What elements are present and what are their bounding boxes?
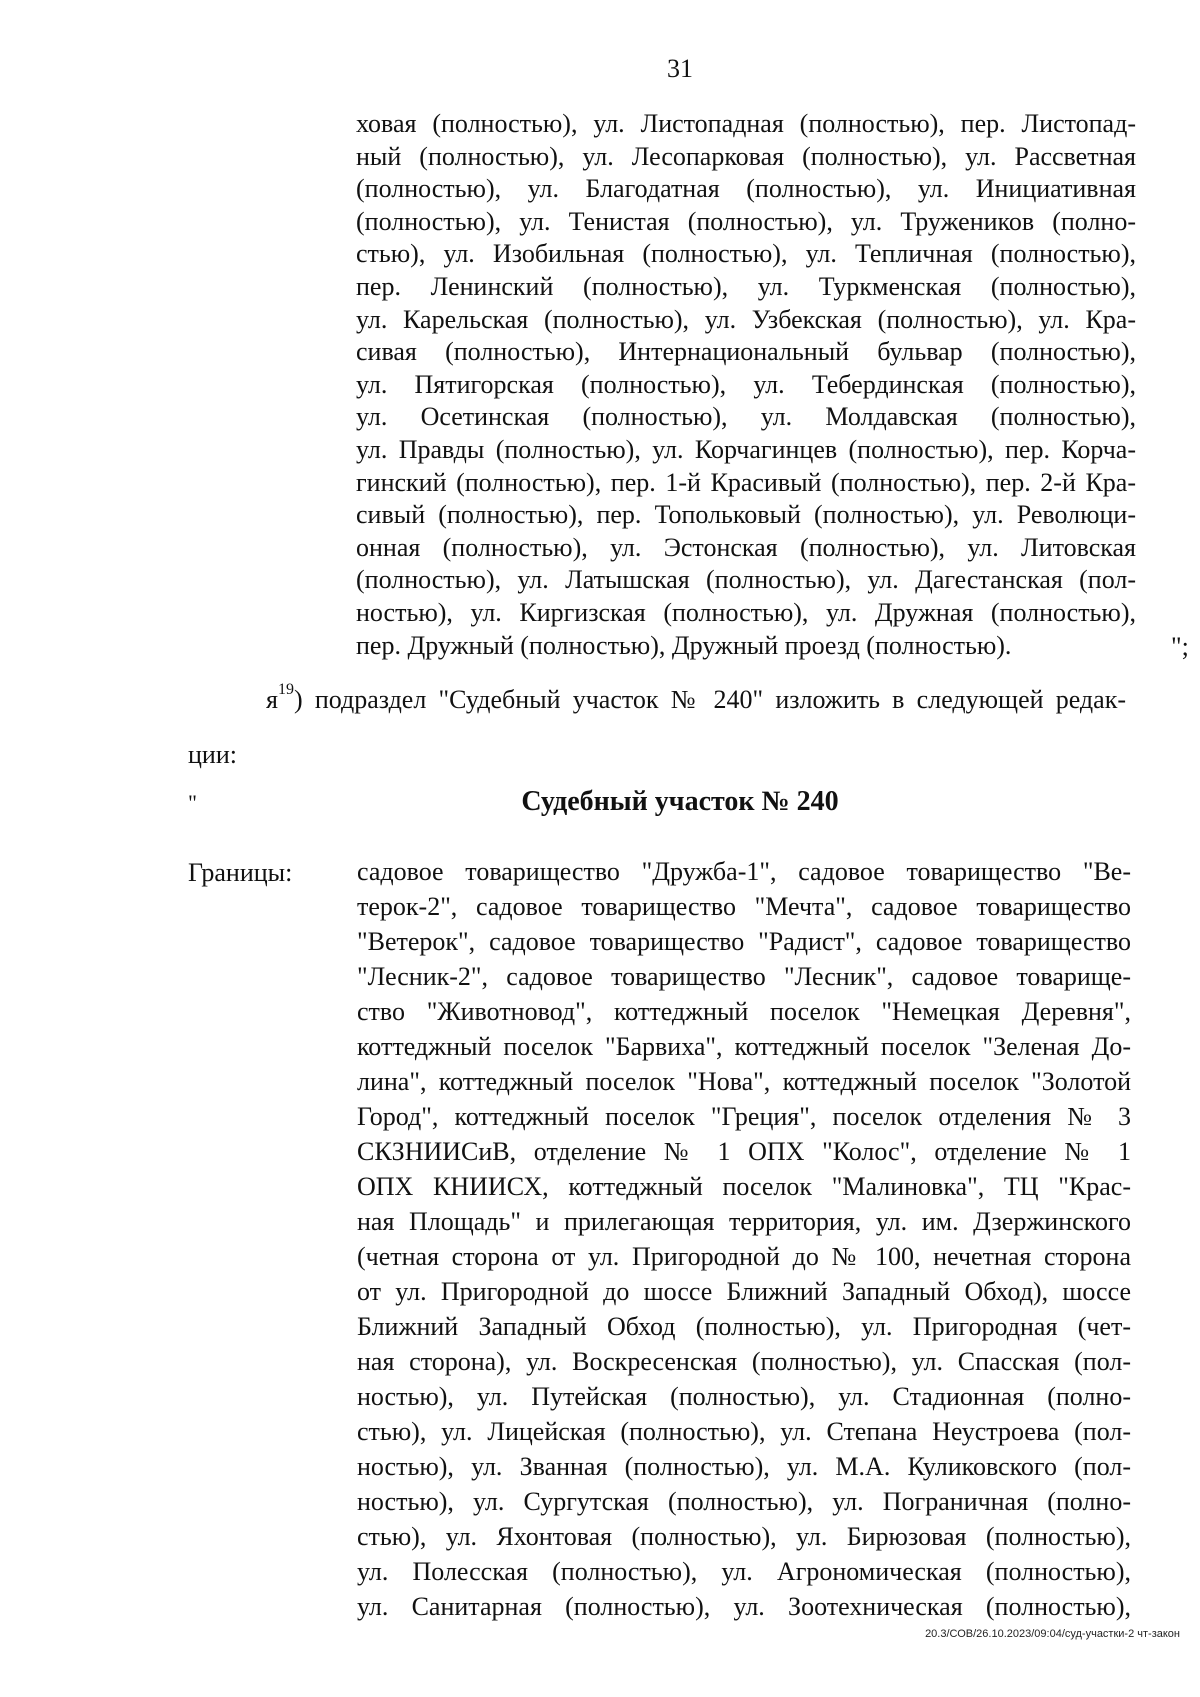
- closing-quote-mark: ";: [1171, 632, 1189, 661]
- text-line: ул. Санитарная (полностью), ул. Зоотехническая (полностью),: [357, 1592, 1131, 1621]
- bounds-paragraph: [357, 854, 1131, 1624]
- text-line: стью), ул. Лицейская (полностью), ул. Степана Неустроева (пол-: [357, 1417, 1131, 1446]
- text-line: ный (полностью), ул. Лесопарковая (полностью), ул. Рассветная: [356, 141, 1136, 171]
- document-footer-code: 20.3/СОВ/26.10.2023/09:04/суд-участки-2 чт-закон: [925, 1628, 1180, 1640]
- text-line: ул. Карельская (полностью), ул. Узбекская (полностью), ул. Кра-: [356, 304, 1136, 334]
- text-line: (полностью), ул. Тенистая (полностью), ул. Тружеников (полно-: [356, 206, 1136, 236]
- text-line: онная (полностью), ул. Эстонская (полностью), ул. Литовская: [356, 532, 1136, 562]
- text-line: ная Площадь" и прилегающая территория, ул. им. Дзержинского: [357, 1207, 1131, 1236]
- text-line: Город", коттеджный поселок "Греция", поселок отделения № 3: [357, 1102, 1131, 1131]
- text-line: "Лесник-2", садовое товарищество "Лесник", садовое товарище-: [357, 962, 1131, 991]
- text-line: ул. Полесская (полностью), ул. Агрономическая (полностью),: [357, 1557, 1131, 1586]
- text-line: (полностью), ул. Благодатная (полностью), ул. Инициативная: [356, 174, 1136, 204]
- text-line: садовое товарищество "Дружба-1", садовое товарищество "Ве-: [357, 857, 1131, 886]
- text-line: пер. Дружный (полностью), Дружный проезд (полностью).: [356, 630, 1012, 660]
- text-line: ство "Животновод", коттеджный поселок "Немецкая Деревня",: [357, 997, 1131, 1026]
- text-line: ностью), ул. Киргизская (полностью), ул. Дружная (полностью),: [356, 597, 1136, 627]
- text-line: ностью), ул. Путейская (полностью), ул. Стадионная (полно-: [357, 1382, 1131, 1411]
- text-line: ностью), ул. Званная (полностью), ул. М.А. Куликовского (пол-: [357, 1452, 1131, 1481]
- text-line: лина", коттеджный поселок "Нова", коттеджный поселок "Золотой: [357, 1067, 1131, 1096]
- section-title: Судебный участок № 240: [521, 786, 839, 817]
- text-line: ул. Пятигорская (полностью), ул. Тебердинская (полностью),: [356, 369, 1136, 399]
- text-line: ховая (полностью), ул. Листопадная (полностью), пер. Листопад-: [356, 109, 1136, 138]
- text-line: гинский (полностью), пер. 1-й Красивый (полностью), пер. 2-й Кра-: [356, 467, 1136, 497]
- amendment-text: ) подраздел "Судебный участок № 240" изложить в следующей редак-: [293, 685, 1126, 714]
- text-line: (четная сторона от ул. Пригородной до № 100, нечетная сторона: [357, 1242, 1131, 1271]
- page-number: 31: [667, 54, 693, 83]
- text-line: стью), ул. Изобильная (полностью), ул. Тепличная (полностью),: [356, 239, 1136, 269]
- continuation-paragraph: [356, 108, 1136, 662]
- text-line: пер. Ленинский (полностью), ул. Туркменская (полностью),: [356, 271, 1136, 301]
- text-line: Ближний Западный Обход (полностью), ул. Пригородная (чет-: [357, 1312, 1131, 1341]
- amendment-item-letter: я: [266, 685, 278, 714]
- opening-quote-mark: ": [188, 790, 197, 815]
- text-line: ностью), ул. Сургутская (полностью), ул. Пограничная (полно-: [357, 1487, 1131, 1516]
- text-line: сивый (полностью), пер. Топольковый (полностью), ул. Революци-: [356, 500, 1136, 530]
- text-line: терок-2", садовое товарищество "Мечта", садовое товарищество: [357, 892, 1131, 921]
- bounds-label: Границы:: [188, 858, 293, 887]
- text-line: от ул. Пригородной до шоссе Ближний Западный Обход), шоссе: [357, 1277, 1131, 1306]
- text-line: "Ветерок", садовое товарищество "Радист", садовое товарищество: [357, 927, 1131, 956]
- text-line: ная сторона), ул. Воскресенская (полностью), ул. Спасская (пол-: [357, 1347, 1131, 1376]
- footnote-marker: 19: [277, 681, 294, 698]
- text-line: стью), ул. Яхонтовая (полностью), ул. Бирюзовая (полностью),: [357, 1522, 1131, 1551]
- amendment-item: [266, 681, 1126, 715]
- text-line: сивая (полностью), Интернациональный бульвар (полностью),: [356, 337, 1136, 367]
- amendment-continuation: ции:: [188, 740, 237, 769]
- text-line: коттеджный поселок "Барвиха", коттеджный поселок "Зеленая До-: [357, 1032, 1131, 1061]
- text-line: СКЗНИИСиВ, отделение № 1 ОПХ "Колос", отделение № 1: [357, 1137, 1131, 1166]
- text-line: ул. Осетинская (полностью), ул. Молдавская (полностью),: [356, 402, 1136, 432]
- text-line: ОПХ КНИИСХ, коттеджный поселок "Малиновка", ТЦ "Крас-: [357, 1172, 1131, 1201]
- text-line: (полностью), ул. Латышская (полностью), ул. Дагестанская (пол-: [356, 565, 1136, 595]
- text-line: ул. Правды (полностью), ул. Корчагинцев (полностью), пер. Корча-: [356, 434, 1136, 464]
